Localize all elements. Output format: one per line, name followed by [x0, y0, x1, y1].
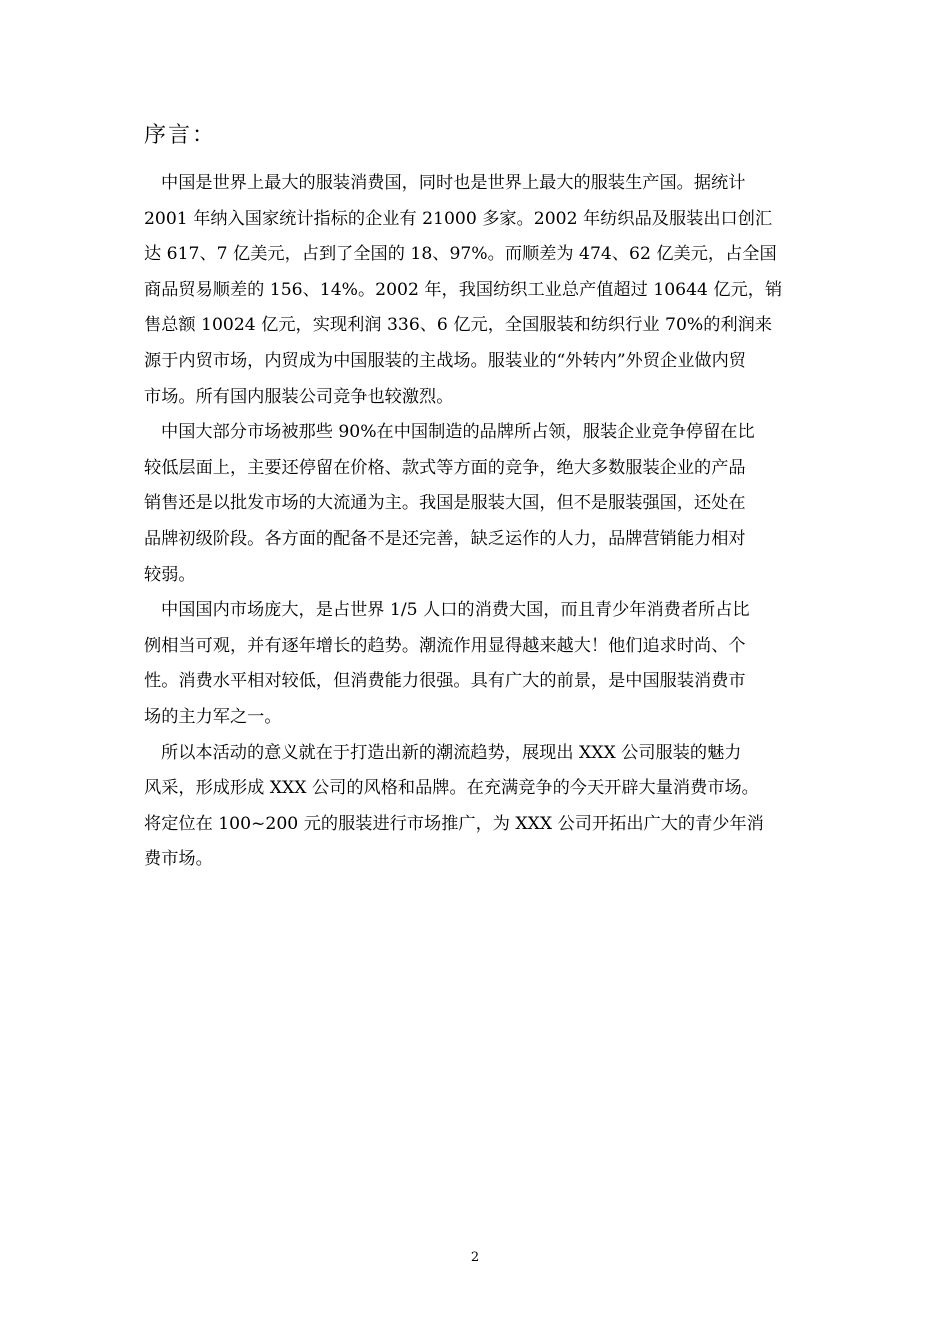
page-number: 2: [470, 1250, 480, 1265]
paragraph-brand-competition: 中国大部分市场被那些 90%在中国制造的品牌所占领，服装企业竞争停留在比 较低层面上，主要还停留在价格、款式等方面的竞争，绝大多数服装企业的产品 销售还是以批发市场的大流通为主。我国是服装大国，但不是服装强国，还处在 品牌初级阶段。各方面的配备不是还完善，缺乏运作的人力，品牌营销能力相对 较弱。: [144, 422, 755, 585]
paragraph-youth-consumers: 中国国内市场庞大，是占世界 1/5 人口的消费大国，而且青少年消费者所占比 例相当可观，并有逐年增长的趋势。潮流作用显得越来越大！他们追求时尚、个 性。消费水平相对较低，但消费能力很强。具有广大的前景，是中国服装消费市 场的主力军之一。: [144, 600, 750, 727]
paragraph-market-overview: 中国是世界上最大的服装消费国，同时也是世界上最大的服装生产国。据统计 2001 年纳入国家统计指标的企业有 21000 多家。2002 年纺织品及服装出口创汇 达 617、7 亿美元，占到了全国的 18、97%。而顺差为 474、62 亿美元，占全国 商品贸易顺差的 156、14%。2002 年，我国纺织工业总产值超过 10644 亿元，销 售总额 10024 亿元，实现利润 336、6 亿元，全国服装和纺织行业 70%的利润来 源于内贸市场，内贸成为中国服装的主战场。服装业的“外转内”外贸企业做内贸 市场。所有国内服装公司竞争也较激烈。: [144, 173, 783, 407]
document-body: [144, 166, 806, 878]
paragraph-activity-purpose: 所以本活动的意义就在于打造出新的潮流趋势，展现出 XXX 公司服装的魅力 风采，形成形成 XXX 公司的风格和品牌。在充满竞争的今天开辟大量消费市场。 将定位在 100~200 元的服装进行市场推广，为 XXX 公司开拓出广大的青少年消 费市场。: [144, 742, 764, 870]
preface-heading: 序言：: [144, 123, 217, 148]
